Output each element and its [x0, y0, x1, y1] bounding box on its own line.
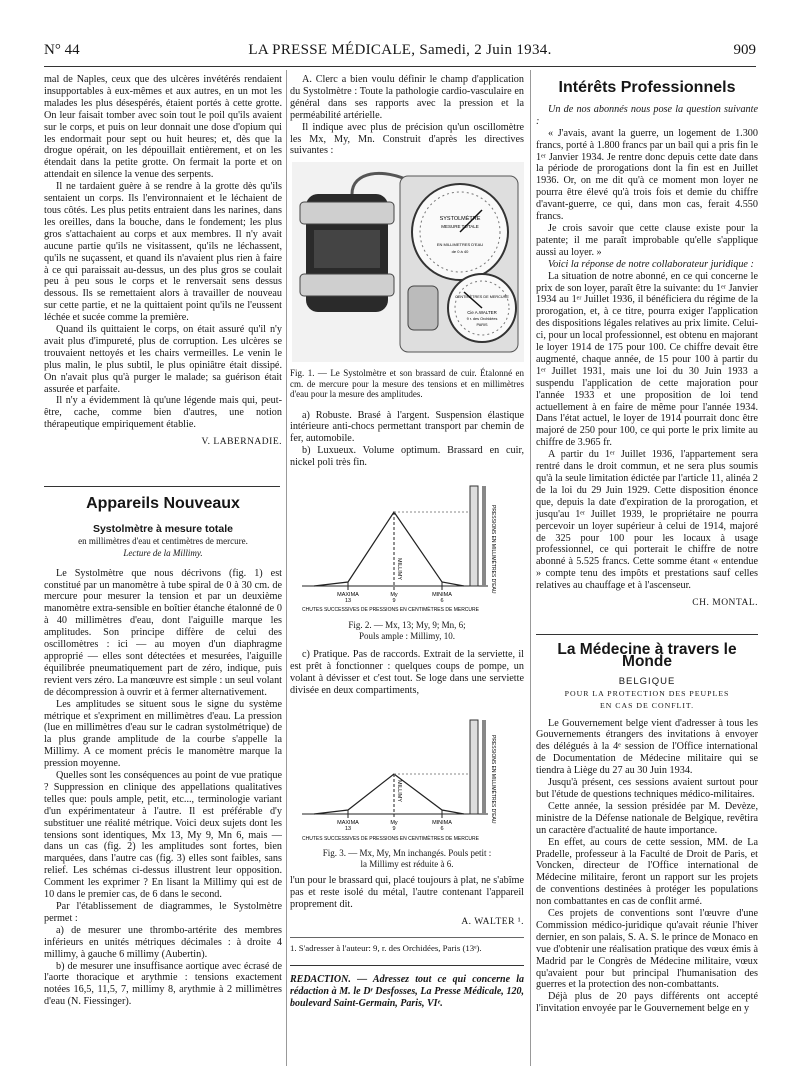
- journal-title: LA PRESSE MÉDICALE, Samedi, 2 Juin 1934.: [248, 42, 552, 58]
- subsection-lecture: Lecture de la Millimy.: [123, 547, 203, 558]
- figure-1-caption: Fig. 1. — Le Systolmètre et son brassard de cuir. Étalonné en cm. de mercure pour la mesure des tensions et en millimètres d'eau pour la mesure des amplitudes.: [290, 368, 524, 399]
- paragraph: Ces projets de conventions sont l'œuvre d'une Commission médico-juridique qu'avait réunie l'hiver dernier, en son palais, S. A. S. le prince de Monaco en vue d'obtenir une réalisation pratique des vœux émis à Madrid par le Congrès de Médecine militaire, vœux qu'avaient pour but principal l'humanisation des guerres et la protection des non-combattants.: [536, 908, 758, 991]
- signature: CH. MONTAL.: [692, 598, 758, 609]
- paragraph: A. Clerc a bien voulu définir le champ d'application du Systolmètre : Toute la pathologie cardio-vasculaire en général dans ses rapports avec la pression et la perméabilité artérielle.: [290, 74, 524, 121]
- paragraph: Par l'établissement de diagrammes, le Systolmètre permet :: [44, 901, 282, 924]
- tick-label: 13: [344, 598, 352, 604]
- tick-label: 9: [392, 826, 396, 832]
- dial1-line: de 0 à 40: [451, 249, 469, 254]
- dial1-line: MESURE TOTALE: [441, 224, 479, 229]
- paragraph: Je crois savoir que cette clause existe pour la patente; il me paraît improbable qu'elle s'applique aussi au loyer. »: [536, 222, 758, 258]
- paragraph: a) de mesurer une thrombo-artérite des membres inférieurs en unités métriques décimales : à droite 4 millimy, à gauche 6 millimy (Aubertin).: [44, 924, 282, 960]
- paragraph: Voici la réponse de notre collaborateur juridique :: [548, 258, 754, 270]
- figure-3-caption: la Millimy est réduite à 6.: [360, 858, 454, 869]
- paragraph: Déjà plus de 20 pays différents ont accepté l'invitation envoyée par le Gouvernement belge en y: [536, 991, 758, 1015]
- section-rule: [44, 486, 280, 489]
- column-divider: [286, 70, 287, 1066]
- paragraph: Il n'y a évidemment là qu'une légende mais qui, peut-être, cache, comme bien d'autres, une notion thérapeutique empiriquement établie.: [44, 395, 282, 431]
- paragraph: Jusqu'à présent, ces sessions avaient surtout pour but l'étude de questions techniques médico-militaires.: [536, 777, 758, 800]
- systolmetre-figure: [292, 162, 524, 362]
- section-title: Intérêts Professionnels: [558, 79, 736, 96]
- amplitude-curve: [314, 774, 464, 814]
- medecine-section: [536, 641, 758, 1015]
- section-title: Appareils Nouveaux: [86, 495, 240, 512]
- page-number: 909: [733, 42, 756, 58]
- subsection-title: Systolmètre à mesure totale: [92, 522, 234, 535]
- paragraph: Quelles sont les conséquences au point de vue pratique ? Suppression en clinique des appellations qualitatives telles que: pouls ample, petit, etc..., terminologie variant d'un expérimentateur à l'autre. Il est préférable d'y substituer une réalité métrique. Voici deux sujets dont les tensions sont identiques, Mx 13, My 9, Mn 6, mais — dans un cas (fig. 2) les amplitudes sont fortes, bien marquées, dans l'autre cas (fig. 3) elles sont faibles, sans relief. Les schémas ci-dessus illustrent leur opposition. Comment les exprimer ? En lisant la Millimy qui est de 10 dans le premier cas, de 6 dans le second.: [44, 770, 282, 901]
- section-title: La Médecine à travers le Monde: [557, 641, 737, 670]
- paragraph: Le Gouvernement belge vient d'adresser à tous les Gouvernements étrangers des invitations à envoyer des délégués à la 4ᵉ session de l'Office international de Documentation de Médecine militaire qui se tiendra à Liège du 27 au 30 Juin 1934.: [536, 717, 758, 777]
- paragraph: Le Systolmètre que nous décrivons (fig. 1) est constitué par un manomètre à tube spiral de 0 à 30 cm. de mercure pour mesurer la tension et par un deuxième manomètre extra-sensible en boîtier étanche étalonné de 0 à 40 millimètres d'eau, dont l'aiguille marque les amplitudes. Son principe diffère de celui des oscillomètres : ici — au moyen d'un diaphragme approprié — elles sont détectées et mesurées, l'aiguille équilibrée pneumatiquement part de zéro, indique, puis revient vers zéro. La manœuvre est simple : un seul volant de décompression à ouvrir et à fermer alternativement.: [44, 567, 282, 698]
- pressure-scale: [470, 720, 486, 814]
- vertical-axis-label: PRESSIONS EN MILLIMÈTRES D'EAU: [490, 735, 496, 824]
- my-label: My: [390, 592, 398, 598]
- paragraph: a) Robuste. Brasé à l'argent. Suspension élastique intérieure anti-chocs permettant transport par chemin de fer, automobile.: [290, 409, 524, 445]
- paragraph: La situation de notre abonné, en ce qui concerne le prix de son loyer, paraît être la suivante: du 1ᵉʳ Janvier 1934 au 1ᵉʳ Juillet 1936, il bénéficiera du régime de la prorogation, et, à ce titre, pourra exiger l'application des dispositions légales relatives au prix limite. Celui-ci, pour un local professionnel, est obtenu en majorant le loyer 1914 de 175 pour 100. Ce chiffre devait être augmenté, chaque année, de 15 pour 100 à partir du 1ᵉʳ Juillet 1931, mais une loi du 30 Juin 1933 a suspendu l'application de cette majoration pour l'année 1933 et une proposition de loi tend actuellement à en faire de même pour l'année 1934. Dans l'état actuel, le loyer de 1914 pourrait donc être majoré de 250 pour 100, ce qui porte le prix limite au chiffre de 3.965 fr.: [536, 270, 758, 449]
- minima-label: MINIMA: [432, 820, 452, 826]
- paragraph: Il indique avec plus de précision qu'un oscillomètre les Mx, My, Mn. Construit d'après les directives suivantes :: [290, 121, 524, 157]
- paragraph: mal de Naples, ceux que des ulcères invétérés rendaient insupportables à eux-mêmes et aux autres, en un mot les malades les plus désespérés, étaient portés à cette grotte. On leur faisait tomber avec soin tout le poil qu'ils avaient sur le corps, et puis on leur donnait une dose d'opium qui les endormait pour sept ou huit heures; et, dès que la drogue opérait, on les dépouillait entièrement, et on les étendait dans la petite grotte. On fermait la porte et on attendait en silence la venue des serpents.: [44, 74, 282, 181]
- footnote: 1. S'adresser à l'auteur: 9, r. des Orchidées, Paris (13ᵉ).: [290, 937, 524, 955]
- figure-2-caption: Pouls ample : Millimy, 10.: [359, 630, 455, 641]
- subheading: POUR LA PROTECTION DES PEUPLES: [564, 688, 730, 698]
- my-label: My: [390, 820, 398, 826]
- column-divider: [530, 70, 531, 1066]
- dial2-line: CENTIMÈTRES DE MERCURE: [455, 295, 509, 299]
- column-1: [44, 74, 282, 449]
- figure-3-caption: Fig. 3. — Mx, My, Mn inchangés. Pouls petit :: [322, 848, 492, 858]
- column-2-bottom: [290, 848, 524, 1010]
- paragraph: b) Luxueux. Volume optimum. Brassard en cuir, nickel poli très fin.: [290, 445, 524, 469]
- appareils-section: [44, 495, 282, 1008]
- maxima-label: MAXIMA: [337, 820, 359, 826]
- redaction-notice: REDACTION. — Adressez tout ce qui concerne la rédaction à M. le Dʳ Desfosses, La Presse Médicale, 120, boulevard Saint-Germain, Paris, VIᵉ.: [290, 965, 524, 1010]
- maxima-label: MAXIMA: [337, 592, 359, 598]
- paragraph: l'un pour le brassard qui, placé toujours à plat, ne s'abîme pas et reste isolé du métal, l'autre contenant l'appareil proprement dit.: [290, 875, 524, 910]
- paragraph: « J'avais, avant la guerre, un logement de 1.300 francs, porté à 1.800 francs par un bail qui a pris fin le 1ᵉʳ Janvier 1934. Je rentre donc depuis cette date dans la période de prorogations dont la fin est en Juillet 1936. Or, on me dit qu'à ce moment mon loyer ne pourra être élevé qu'à trois fois et demie du chiffre d'avant-guerre, ce qui, dans mon cas, ferait 4.550 francs.: [536, 127, 758, 223]
- tick-label: 6: [440, 598, 444, 604]
- tick-label: 13: [344, 826, 352, 832]
- paragraph: b) de mesurer une insuffisance aortique avec écrasé de l'aorte thoracique et arythmie : tensions exactement notées 16,5, 11,5, 7, millimy 8, arythmie à 2 millimètres d'eau (N. Fiessinger).: [44, 960, 282, 1008]
- paragraph: Les amplitudes se situent sous le signe du système métrique et s'expriment en millimètres d'eau. La pression (lue en millimètres d'eau sur le cadran systolmétrique) de la plus grande amplitude de la courbe s'appelle la Millimy. A ce moment précis le manomètre marque la pression moyenne.: [44, 698, 282, 770]
- dial2-line: Cie A.WALTER: [467, 310, 497, 315]
- subheading: EN CAS DE CONFLIT.: [599, 700, 695, 710]
- paragraph: En effet, au cours de cette session, MM. de La Pradelle, professeur à la Faculté de Droit de Paris, et Voncken, directeur de l'Office international de Médecine militaire, feront un rapport sur les projets de conventions destinées à protéger les populations non combattantes en cas de conflit armé.: [536, 836, 758, 908]
- column-2-mid: [290, 368, 524, 469]
- paragraph: c) Pratique. Pas de raccords. Extrait de la serviette, il est prêt à fonctionner : quelques coups de pompe, un volant à dévisser et c'est tout. Se loge dans une serviette divisée en deux compartiments,: [290, 649, 524, 696]
- vertical-axis-label: PRESSIONS EN MILLIMÈTRES D'EAU: [490, 505, 496, 594]
- column-2-fig2: [290, 620, 524, 697]
- country-heading: BELGIQUE: [618, 675, 676, 687]
- subsection-line: en millimètres d'eau et centimètres de mercure.: [78, 535, 248, 546]
- page-header: [44, 42, 756, 64]
- section-rule: [536, 634, 758, 636]
- paragraph: Cette année, la session présidée par M. Devèze, ministre de la Défense nationale de Belgique, revêtira un caractère d'actualité de haute importance.: [536, 800, 758, 836]
- signature: A. WALTER ¹.: [461, 916, 524, 927]
- paragraph: Quand ils quittaient le corps, on était assuré qu'il n'y avait plus d'impureté, plus de corruption. Les ulcères se trouvaient nettoyés et les chairs vermeilles. Le venin le plus malin, le plus subtil, le plus opiniâtre était dissipé. On n'avait plus qu'à purger le malade; sa guérison était assurée et parfaite.: [44, 324, 282, 395]
- issue-number: N° 44: [44, 42, 80, 58]
- minima-label: MINIMA: [432, 592, 452, 598]
- x-axis-label: CHUTES SUCCESSIVES DE PRESSIONS EN CENTIMÈTRES DE MERCURE: [302, 836, 479, 842]
- manometer-illustration: [400, 176, 518, 352]
- figure-2-caption: Fig. 2. — Mx, 13; My, 9; Mn, 6;: [348, 620, 466, 630]
- paragraph: Il ne tardaient guère à se rendre à la grotte dès qu'ils sentaient un corps. Ils l'environnaient et le léchaient de tous côtés. Les plus petits entraient dans les narines, dans les oreilles, dans la bouche, dans le fondement; les plus gros s'attachaient au corps et aux membres. Il n'y avait aucune partie qu'ils ne visitassent, qu'ils ne léchassent, qu'ils ne suçassent, et quand ils n'avaient plus rien à faire à ce qui paraissait au-dessus, un des plus gros se coulait peu à peu sous le corps et le renversait sens dessus dessous. Ils se remettaient alors à travailler de nouveau sur cette partie, et ne la quittaient point qu'ils ne l'eussent léchée et sucée comme la première.: [44, 181, 282, 324]
- paragraph: A partir du 1ᵉʳ Juillet 1936, l'appartement sera rentré dans le droit commun, et ne sera plus soumis qu'à la seule limitation édictée par l'article 11, alinéa 2 de la loi du 29 Juin 1929. Cette disposition énonce que, depuis la date d'expiration de la prorogation, et jusqu'au 1ᵉʳ Juillet 1939, le propriétaire ne pourra percevoir un loyer supérieur à celui de 1914, majoré de 325 pour 100 pour les locaux à usage professionnel, ce qui porterait le chiffre de notre abonné à 5.525 francs. Cette somme étant « entendue » compte tenu des impôts et prestations sauf celles relatives au chauffage et à l'ascenseur.: [536, 449, 758, 592]
- dial2-line: PARIS: [476, 323, 488, 327]
- tick-label: 6: [440, 826, 444, 832]
- x-axis-label: CHUTES SUCCESSIVES DE PRESSIONS EN CENTIMÈTRES DE MERCURE: [302, 607, 479, 613]
- column-3: [536, 74, 758, 610]
- millimy-label: MILLIMY: [396, 780, 402, 803]
- dial2-line: 9 r. des Orchidées: [466, 317, 498, 321]
- signature: V. LABERNADIE.: [201, 437, 282, 448]
- amplitude-curve: [314, 512, 464, 586]
- millimy-label: MILLIMY: [396, 558, 402, 581]
- pressure-scale: [470, 486, 486, 586]
- dial1-line: EN MILLIMETRES D'EAU: [436, 242, 484, 247]
- figure-2-chart: [292, 478, 524, 618]
- paragraph: Un de nos abonnés nous pose la question suivante :: [536, 103, 758, 127]
- tick-label: 9: [392, 598, 396, 604]
- dial1-title: SYSTOLMÈTRE: [439, 216, 481, 222]
- header-rule: [44, 66, 756, 67]
- column-2: [290, 74, 524, 157]
- figure-3-chart: [292, 716, 524, 846]
